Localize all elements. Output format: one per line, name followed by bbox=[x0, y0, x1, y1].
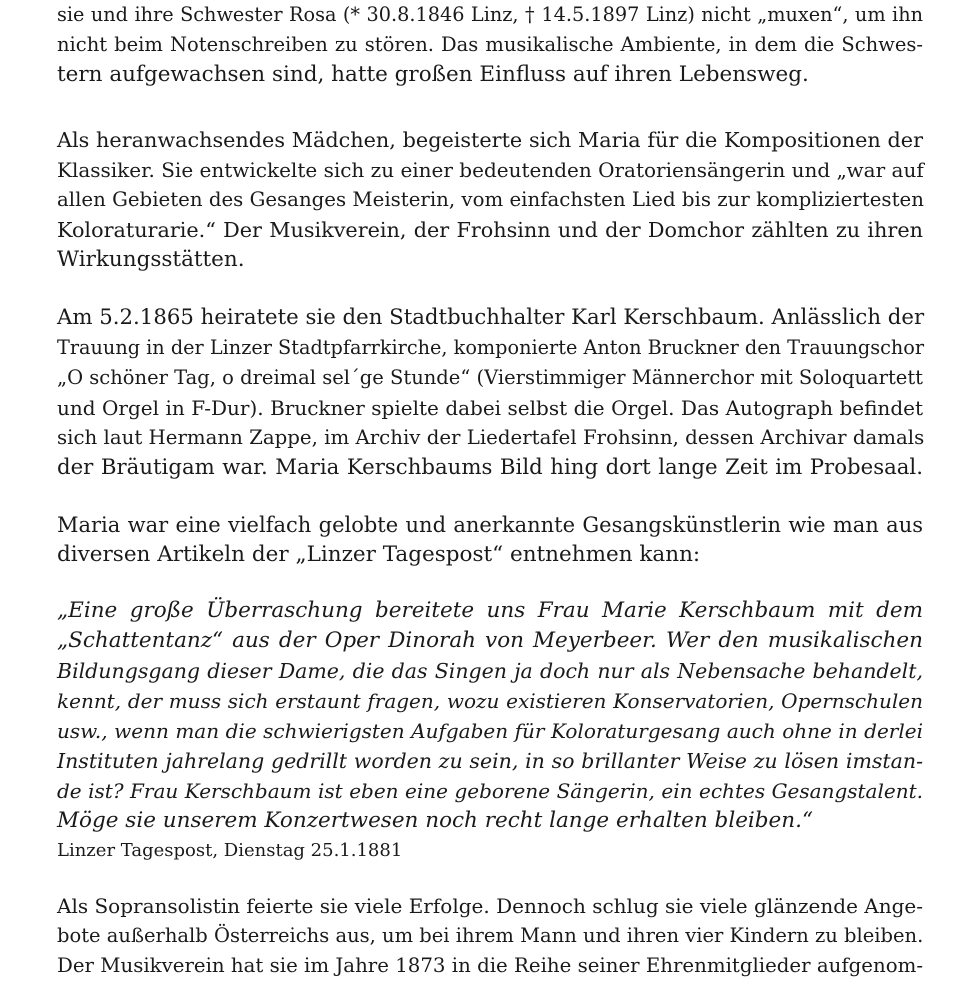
paragraph-3-line-3: „O schöner Tag, o dreimal sel´ge Stunde“ (Vierstimmiger Männerchor mit Soloquartett bbox=[57, 366, 923, 389]
paragraph-5-line-1: Als Sopransolistin feierte sie viele Erfolge. Dennoch schlug sie viele glänzende Ange- bbox=[57, 894, 923, 918]
paragraph-3-line-2: Trauung in der Linzer Stadtpfarrkirche, komponierte Anton Bruckner den Trauungschor bbox=[57, 336, 925, 359]
quote-source: Linzer Tagespost, Dienstag 25.1.1881 bbox=[57, 840, 403, 861]
quote-line-4: kennt, der muss sich erstaunt fragen, wozu existieren Konservatorien, Opernschulen bbox=[57, 689, 923, 713]
paragraph-3-line-1: Am 5.2.1865 heiratete sie den Stadtbuchhalter Karl Kerschbaum. Anlässlich der bbox=[57, 305, 925, 330]
paragraph-2-line-1: Als heranwachsendes Mädchen, begeisterte sich Maria für die Kompositionen der bbox=[57, 128, 923, 152]
paragraph-3-line-5: sich laut Hermann Zappe, im Archiv der Liedertafel Frohsinn, dessen Archivar damals bbox=[57, 426, 925, 449]
quote-line-8: Möge sie unserem Konzertwesen noch recht lange erhalten bleiben.“ bbox=[57, 808, 813, 833]
paragraph-3-line-4: und Orgel in F-Dur). Bruckner spielte dabei selbst die Orgel. Das Autograph befindet bbox=[57, 396, 923, 420]
quote-line-2: „Schattentanz“ aus der Oper Dinorah von Meyerbeer. Wer den musikalischen bbox=[57, 628, 923, 653]
quote-line-7: de ist? Frau Kerschbaum ist eben eine geborene Sängerin, ein echtes Gesangstalent. bbox=[57, 779, 923, 803]
quote-line-5: usw., wenn man die schwierigsten Aufgaben für Koloraturgesang auch ohne in derlei bbox=[57, 719, 923, 743]
paragraph-3-line-6: der Bräutigam war. Maria Kerschbaums Bild hing dort lange Zeit im Probesaal. bbox=[57, 455, 923, 480]
paragraph-4-line-1: Maria war eine vielfach gelobte und anerkannte Gesangskünstlerin wie man aus bbox=[57, 513, 923, 537]
paragraph-2-line-4: Koloraturarie.“ Der Musikverein, der Frohsinn und der Domchor zählten zu ihren bbox=[57, 218, 923, 242]
quote-line-3: Bildungsgang dieser Dame, die das Singen ja doch nur als Nebensache behandelt, bbox=[57, 659, 923, 683]
paragraph-2-line-5: Wirkungsstätten. bbox=[57, 247, 245, 272]
intro-line-4: tern aufgewachsen sind, hatte großen Einfluss auf ihren Lebensweg. bbox=[57, 62, 809, 87]
paragraph-4-line-2: diversen Artikeln der „Linzer Tagespost“ entnehmen kann: bbox=[57, 542, 701, 567]
paragraph-5-line-2: bote außerhalb Österreichs aus, um bei ihrem Mann und ihren vier Kindern zu bleiben. bbox=[57, 924, 924, 947]
paragraph-2-line-3: allen Gebieten des Gesanges Meisterin, vom einfachsten Lied bis zur kompliziertesten bbox=[57, 188, 924, 211]
quote-line-1: „Eine große Überraschung bereitete uns Frau Marie Kerschbaum mit dem bbox=[57, 598, 923, 623]
quote-line-6: Instituten jahrelang gedrillt worden zu sein, in so brillanter Weise zu lösen imstan- bbox=[57, 749, 923, 773]
intro-line-3: nicht beim Notenschreiben zu stören. Das musikalische Ambiente, in dem die Schwes- bbox=[57, 33, 923, 56]
paragraph-5-line-3: Der Musikverein hat sie im Jahre 1873 in die Reihe seiner Ehrenmitglieder aufgenom- bbox=[57, 954, 923, 977]
intro-line-2: sie und ihre Schwester Rosa (* 30.8.1846 Linz, † 14.5.1897 Linz) nicht „muxen“, um ihn bbox=[57, 3, 923, 26]
paragraph-2-line-2: Klassiker. Sie entwickelte sich zu einer bedeutenden Oratoriensängerin und „war auf bbox=[57, 158, 924, 182]
